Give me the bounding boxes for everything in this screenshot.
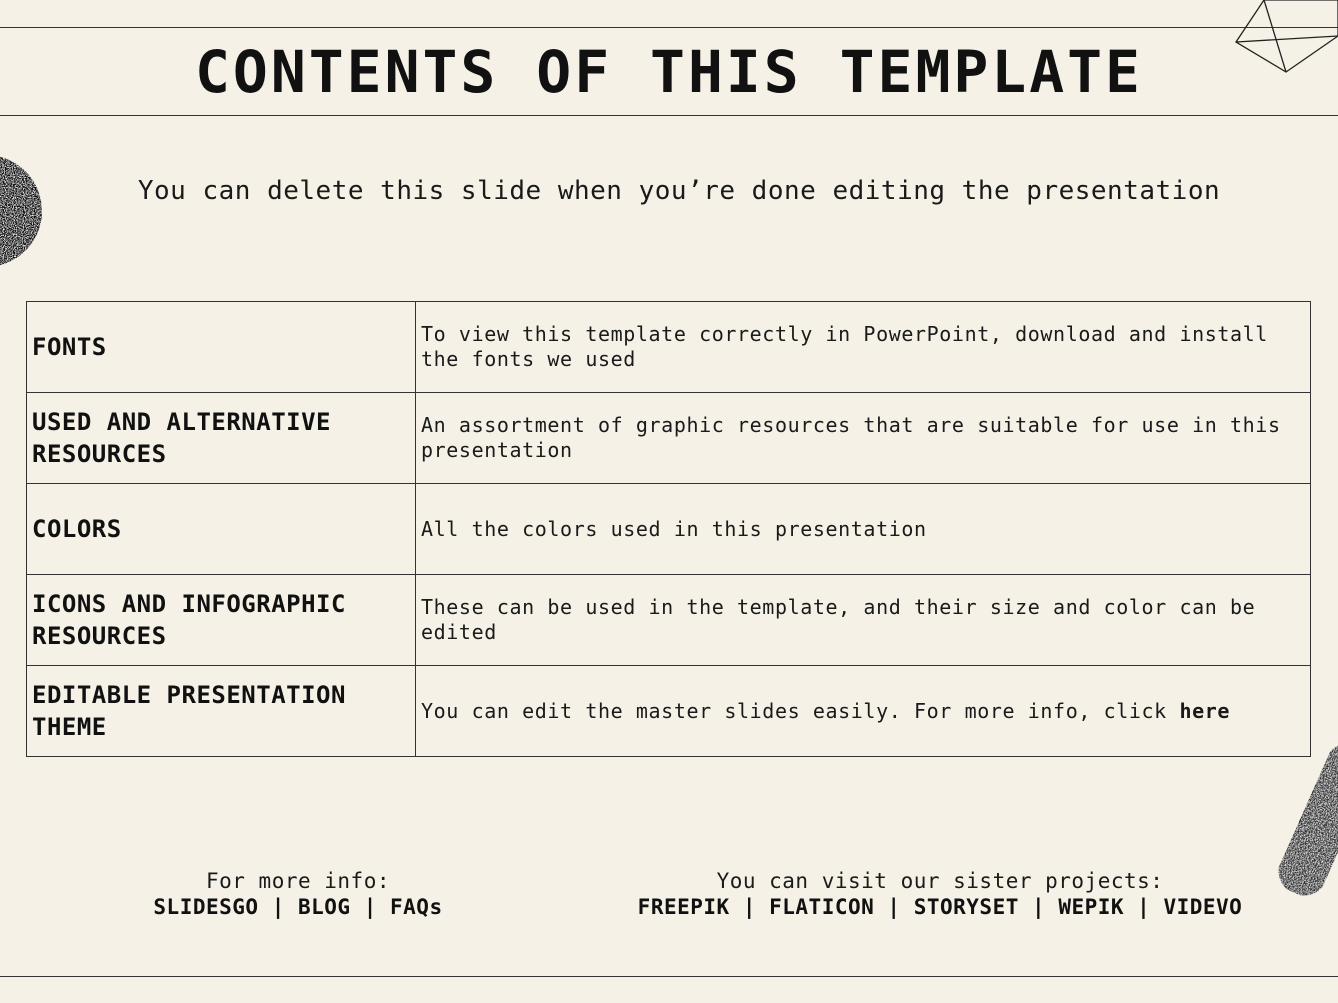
row-description-text: You can edit the master slides easily. For more info, click	[421, 698, 1180, 723]
header-top-rule	[0, 27, 1338, 28]
freepik-link[interactable]: FREEPIK	[637, 895, 730, 919]
storyset-link[interactable]: STORYSET	[913, 895, 1019, 919]
table-row	[27, 666, 1311, 757]
row-label: COLORS	[27, 484, 416, 575]
link-separator: |	[1018, 895, 1059, 919]
flaticon-link[interactable]: FLATICON	[769, 895, 875, 919]
row-description	[416, 666, 1311, 757]
slide-subtitle: You can delete this slide when you’re done editing the presentation	[137, 176, 1221, 206]
slidesgo-link[interactable]: SLIDESGO	[153, 895, 259, 919]
table-row	[27, 484, 1311, 575]
footer-sister-projects	[600, 868, 1280, 920]
footer-sister-projects-links	[600, 894, 1280, 920]
link-separator: |	[729, 895, 770, 919]
row-label: USED AND ALTERNATIVE RESOURCES	[27, 393, 416, 484]
contents-table	[26, 301, 1311, 757]
row-description: To view this template correctly in PowerPoint, download and install the fonts we used	[416, 302, 1311, 393]
slide-title: CONTENTS OF THIS TEMPLATE	[195, 38, 1143, 106]
speckled-capsule-icon	[1274, 735, 1338, 903]
table-row	[27, 575, 1311, 666]
row-label: EDITABLE PRESENTATION THEME	[27, 666, 416, 757]
row-description: These can be used in the template, and their size and color can be edited	[416, 575, 1311, 666]
row-label: FONTS	[27, 302, 416, 393]
link-separator: |	[1124, 895, 1164, 919]
footer-more-info	[148, 868, 448, 920]
row-description: All the colors used in this presentation	[416, 484, 1311, 575]
link-separator: |	[350, 895, 391, 919]
footer-sister-projects-heading: You can visit our sister projects:	[716, 869, 1164, 893]
here-link[interactable]: here	[1179, 698, 1231, 723]
row-label: ICONS AND INFOGRAPHIC RESOURCES	[27, 575, 416, 666]
header-bottom-rule	[0, 115, 1338, 116]
footer-more-info-links	[148, 894, 448, 920]
table-row	[27, 302, 1311, 393]
videvo-link[interactable]: VIDEVO	[1163, 895, 1243, 919]
wireframe-pyramid-icon	[1228, 0, 1338, 80]
blog-link[interactable]: BLOG	[298, 895, 351, 919]
faqs-link[interactable]: FAQs	[390, 895, 443, 919]
wepik-link[interactable]: WEPIK	[1058, 895, 1125, 919]
speckled-circle-icon	[0, 152, 45, 270]
footer-rule	[0, 976, 1338, 977]
table-row	[27, 393, 1311, 484]
footer-more-info-heading: For more info:	[205, 869, 390, 893]
row-description: An assortment of graphic resources that are suitable for use in this presentation	[416, 393, 1311, 484]
link-separator: |	[874, 895, 914, 919]
link-separator: |	[258, 895, 298, 919]
